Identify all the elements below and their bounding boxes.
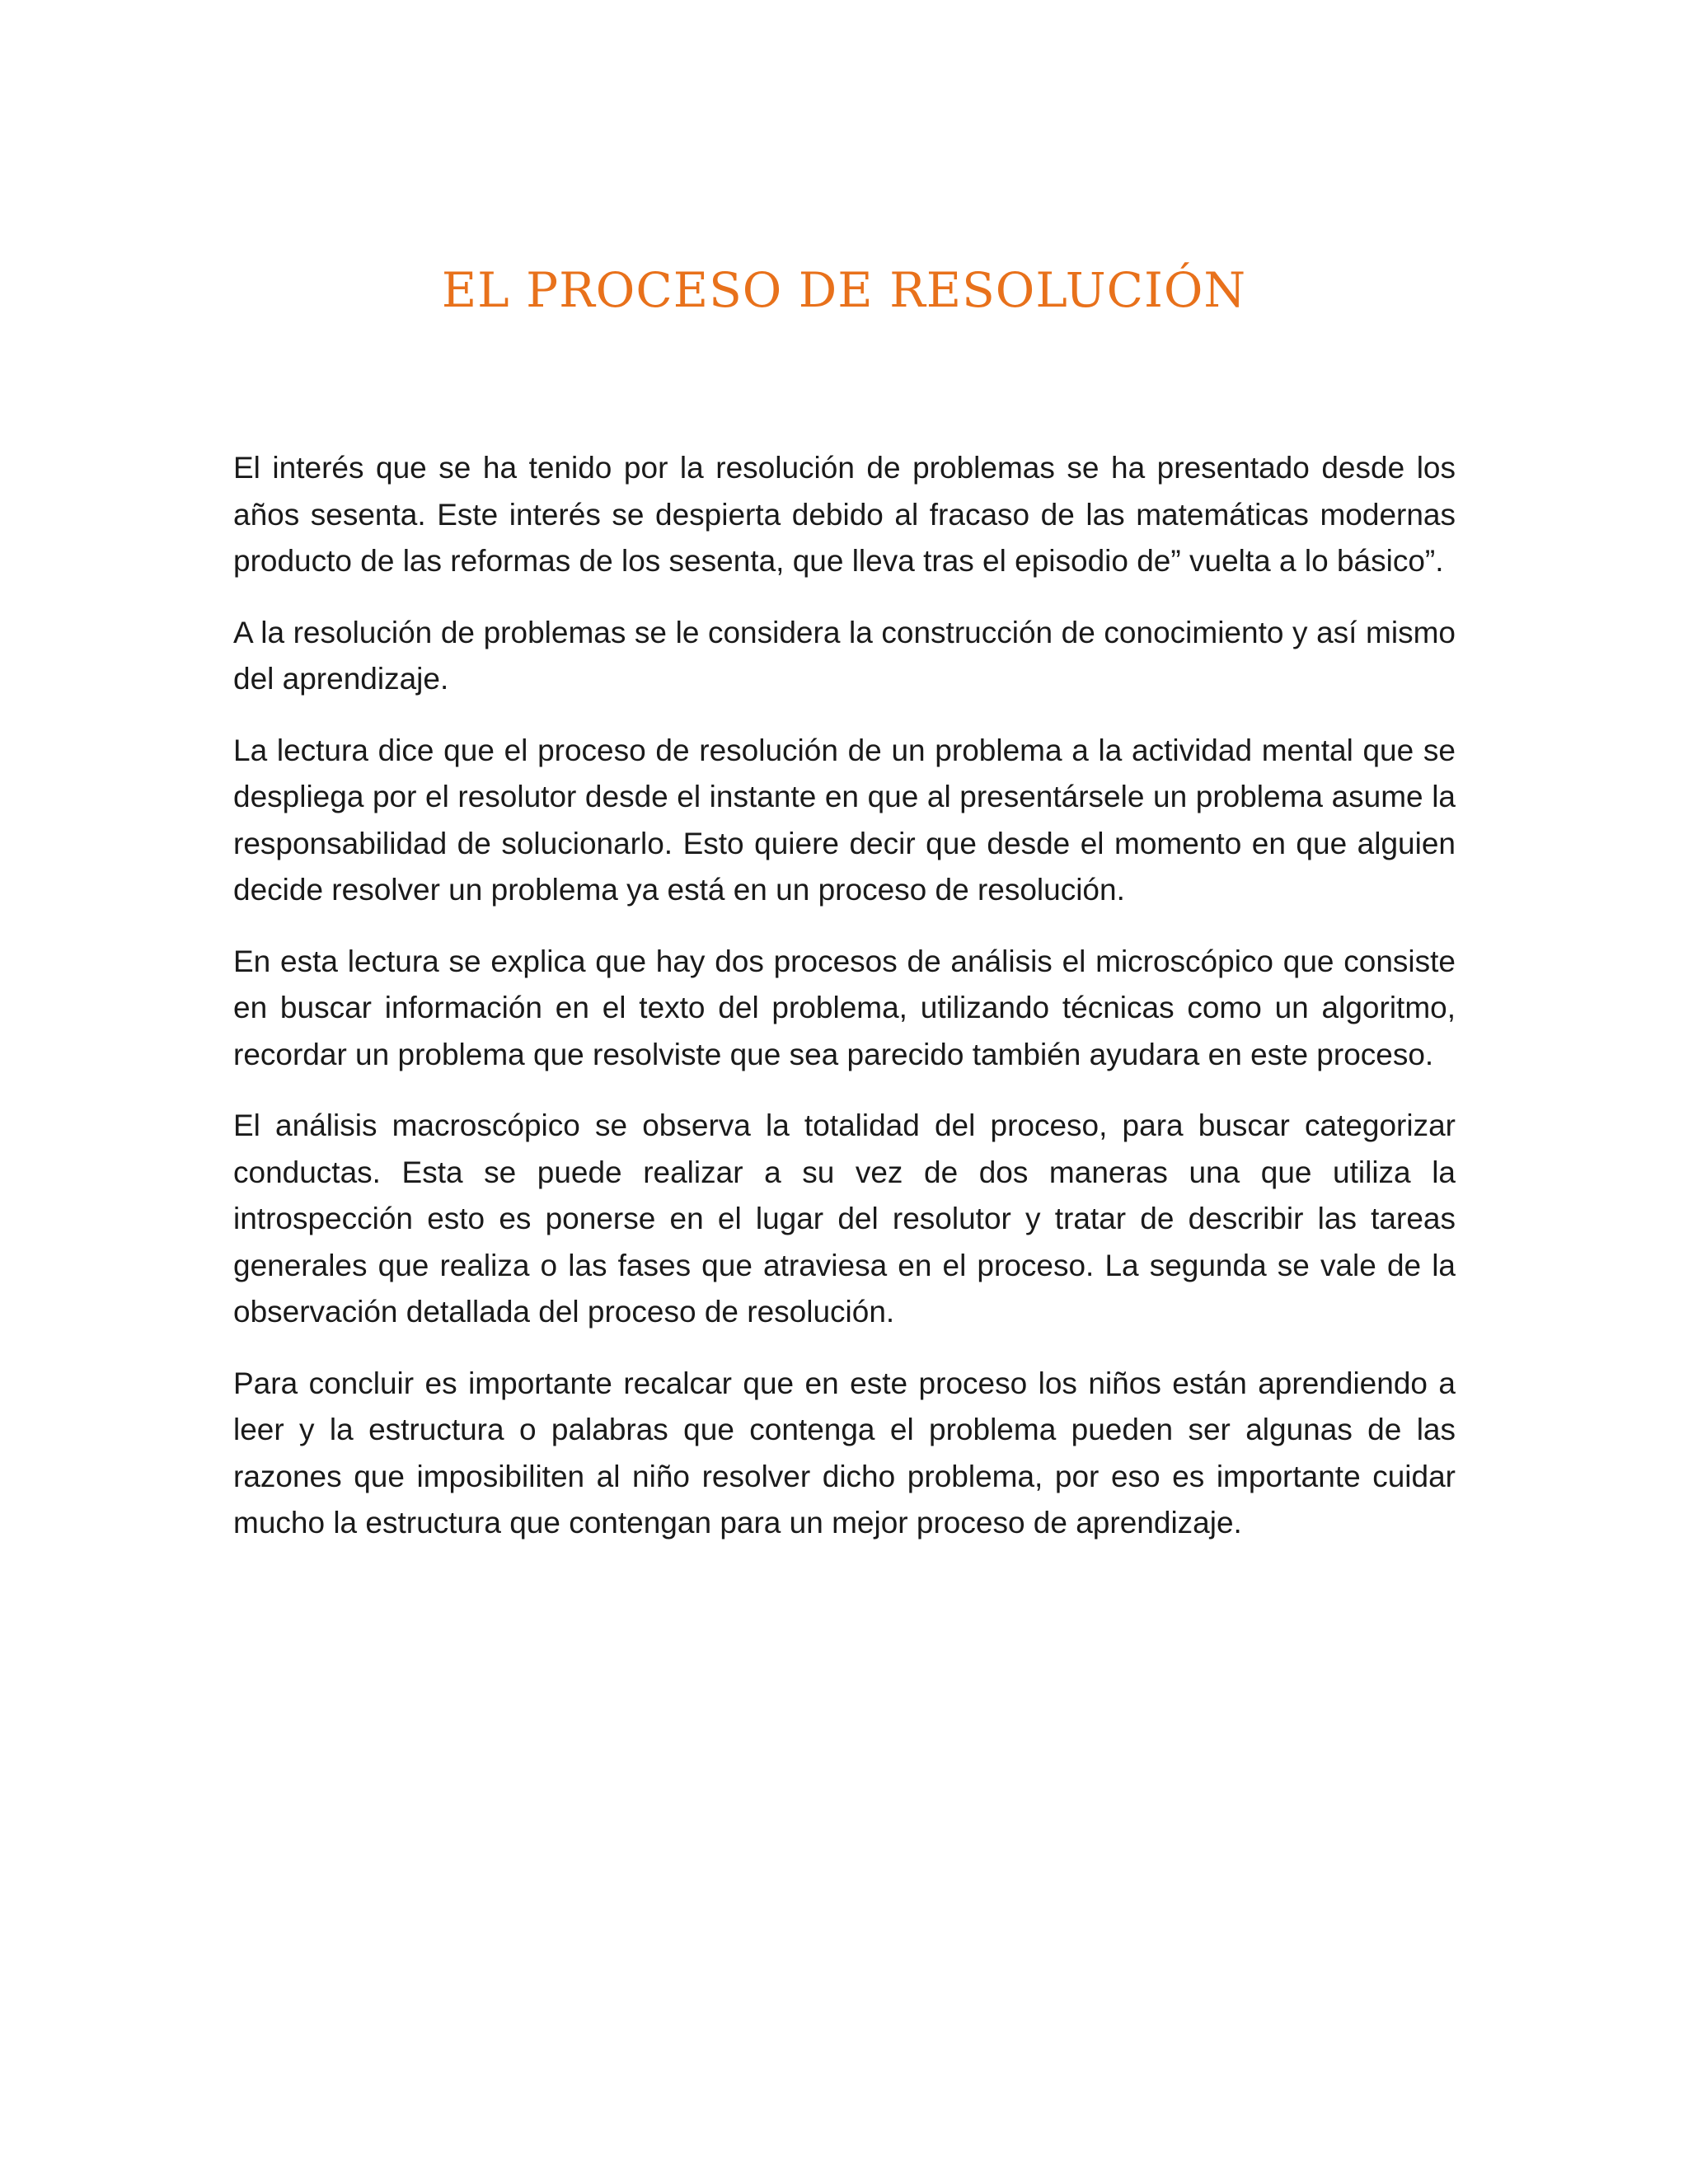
document-body — [233, 445, 1456, 1572]
paragraph-3: La lectura dice que el proceso de resolución de un problema a la actividad mental que se despliega por el resolutor desde el instante en que al presentársele un problema asume la responsabilidad de solucionarlo. Esto quiere decir que desde el momento en que alguien decide resolver un problema ya está en un proceso de resolución. — [233, 733, 1456, 907]
page-title: EL PROCESO DE RESOLUCIÓN — [441, 262, 1247, 318]
paragraph-5: El análisis macroscópico se observa la totalidad del proceso, para buscar categorizar conductas. Esta se puede realizar a su vez de dos maneras una que utiliza la introspección esto es ponerse en el lugar del resolutor y tratar de describir las tareas generales que realiza o las fases que atraviesa en el proceso. La segunda se vale de la observación detallada del proceso de resolución. — [233, 1108, 1456, 1329]
paragraph-1: El interés que se ha tenido por la resolución de problemas se ha presentado desde los años sesenta. Este interés se despierta debido al fracaso de las matemáticas modernas producto de las reformas de los sesenta, que lleva tras el episodio de” vuelta a lo básico”. — [233, 451, 1456, 578]
paragraph-4: En esta lectura se explica que hay dos procesos de análisis el microscópico que consiste en buscar información en el texto del problema, utilizando técnicas como un algoritmo, recordar un problema que resolviste que sea parecido también ayudara en este proceso. — [233, 944, 1456, 1071]
paragraph-6: Para concluir es importante recalcar que en este proceso los niños están aprendiendo a leer y la estructura o palabras que contenga el problema pueden ser algunas de las razones que imposibiliten al niño resolver dicho problema, por eso es importante cuidar mucho la estructura que contengan para un mejor proceso de aprendizaje. — [233, 1366, 1456, 1540]
paragraph-2: A la resolución de problemas se le considera la construcción de conocimiento y así mismo del aprendizaje. — [233, 615, 1456, 696]
